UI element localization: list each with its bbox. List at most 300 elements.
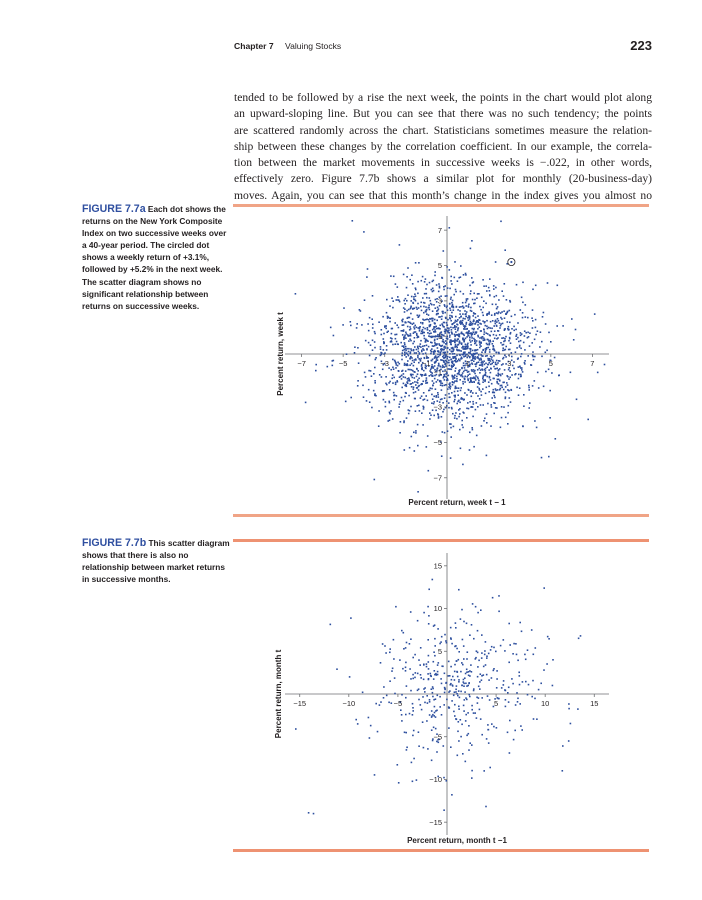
data-point — [480, 341, 482, 343]
data-point — [489, 351, 491, 353]
data-point — [368, 389, 370, 391]
data-point — [477, 666, 479, 668]
data-point — [488, 679, 490, 681]
data-point — [431, 388, 433, 390]
data-point — [441, 398, 443, 400]
data-point — [491, 331, 493, 333]
data-point — [413, 322, 415, 324]
data-point — [446, 266, 448, 268]
data-point — [447, 356, 449, 358]
data-point — [471, 370, 473, 372]
data-point — [441, 683, 443, 685]
data-point — [389, 381, 391, 383]
data-point — [487, 344, 489, 346]
data-point — [447, 338, 449, 340]
data-point — [533, 654, 535, 656]
data-point — [368, 717, 370, 719]
data-point — [401, 355, 403, 357]
data-point — [458, 651, 460, 653]
data-point — [487, 358, 489, 360]
data-point — [440, 678, 442, 680]
data-point — [439, 325, 441, 327]
data-point — [501, 406, 503, 408]
y-tick-label: 5 — [437, 646, 442, 656]
data-point — [475, 317, 477, 319]
data-point — [479, 319, 481, 321]
data-point — [450, 684, 452, 686]
data-point — [473, 446, 475, 448]
data-point — [481, 351, 483, 353]
data-point — [481, 679, 483, 681]
data-point — [475, 353, 477, 355]
data-point — [462, 372, 464, 374]
data-point — [390, 275, 392, 277]
data-point — [454, 415, 456, 417]
data-point — [448, 661, 450, 663]
data-point — [505, 349, 507, 351]
data-point — [498, 379, 500, 381]
data-point — [549, 390, 551, 392]
data-point — [420, 704, 422, 706]
data-point — [522, 302, 524, 304]
data-point — [570, 372, 572, 374]
data-point — [475, 658, 477, 660]
data-point — [492, 597, 494, 599]
data-point — [459, 350, 461, 352]
data-point — [417, 293, 419, 295]
data-point — [415, 359, 417, 361]
y-tick-label: 5 — [437, 261, 442, 271]
data-point — [418, 362, 420, 364]
data-point — [346, 353, 348, 355]
data-point — [504, 328, 506, 330]
data-point — [457, 350, 459, 352]
data-point — [399, 301, 401, 303]
data-point — [417, 673, 419, 675]
data-point — [450, 342, 452, 344]
data-point — [407, 267, 409, 269]
data-point — [385, 652, 387, 654]
data-point — [458, 706, 460, 708]
data-point — [432, 359, 434, 361]
data-point — [463, 333, 465, 335]
data-point — [536, 427, 538, 429]
data-point — [400, 401, 402, 403]
data-point — [528, 389, 530, 391]
data-point — [452, 376, 454, 378]
data-point — [442, 411, 444, 413]
data-point — [436, 358, 438, 360]
data-point — [447, 319, 449, 321]
data-point — [436, 310, 438, 312]
data-point — [532, 289, 534, 291]
data-point — [404, 352, 406, 354]
data-point — [431, 348, 433, 350]
data-point — [473, 381, 475, 383]
data-point — [445, 318, 447, 320]
data-point — [498, 360, 500, 362]
data-point — [482, 365, 484, 367]
data-point — [456, 355, 458, 357]
data-point — [454, 417, 456, 419]
data-point — [403, 300, 405, 302]
data-point — [459, 342, 461, 344]
data-point — [458, 327, 460, 329]
data-point — [431, 351, 433, 353]
data-point — [516, 692, 518, 694]
data-point — [435, 710, 437, 712]
figure-b-caption-text: This scatter diagram shows that there is also no relationship between market returns in successive months. — [82, 538, 230, 585]
data-point — [465, 313, 467, 315]
data-point — [481, 675, 483, 677]
data-point — [490, 379, 492, 381]
data-point — [415, 432, 417, 434]
data-point — [507, 412, 509, 414]
data-point — [420, 359, 422, 361]
data-point — [449, 357, 451, 359]
data-point — [393, 399, 395, 401]
data-point — [428, 314, 430, 316]
data-point — [433, 661, 435, 663]
data-point — [465, 316, 467, 318]
data-point — [442, 385, 444, 387]
data-point — [405, 647, 407, 649]
data-point — [515, 335, 517, 337]
data-point — [442, 383, 444, 385]
figure-b-top-rule — [233, 539, 649, 542]
data-point — [471, 277, 473, 279]
data-point — [469, 373, 471, 375]
data-point — [493, 668, 495, 670]
data-point — [499, 327, 501, 329]
data-point — [434, 357, 436, 359]
data-point — [477, 386, 479, 388]
data-point — [467, 374, 469, 376]
figure-a-scatter-chart — [233, 208, 649, 513]
data-point — [405, 370, 407, 372]
data-point — [433, 328, 435, 330]
data-point — [470, 341, 472, 343]
data-point — [479, 688, 481, 690]
data-point — [400, 342, 402, 344]
data-point — [432, 686, 434, 688]
data-point — [427, 329, 429, 331]
data-point — [441, 359, 443, 361]
data-point — [456, 403, 458, 405]
data-point — [463, 356, 465, 358]
data-point — [495, 651, 497, 653]
data-point — [465, 274, 467, 276]
data-point — [477, 702, 479, 704]
data-point — [435, 299, 437, 301]
data-point — [480, 369, 482, 371]
data-point — [413, 341, 415, 343]
data-point — [469, 348, 471, 350]
data-point — [456, 381, 458, 383]
data-point — [449, 368, 451, 370]
x-tick-label: 1 — [465, 358, 470, 368]
data-point — [480, 404, 482, 406]
x-tick-label: −3 — [380, 358, 389, 368]
data-point — [456, 671, 458, 673]
data-point — [410, 340, 412, 342]
data-point — [527, 317, 529, 319]
data-point — [444, 379, 446, 381]
data-point — [396, 334, 398, 336]
data-point — [522, 426, 524, 428]
data-point — [454, 327, 456, 329]
data-point — [385, 376, 387, 378]
data-point — [473, 403, 475, 405]
data-point — [496, 352, 498, 354]
data-point — [454, 391, 456, 393]
data-point — [428, 655, 430, 657]
data-point — [471, 333, 473, 335]
data-point — [449, 353, 451, 355]
data-point — [505, 392, 507, 394]
data-point — [397, 344, 399, 346]
data-point — [405, 350, 407, 352]
data-point — [487, 729, 489, 731]
data-point — [467, 343, 469, 345]
data-point — [485, 806, 487, 808]
data-point — [487, 695, 489, 697]
data-point — [428, 335, 430, 337]
data-point — [465, 714, 467, 716]
data-point — [484, 650, 486, 652]
data-point — [518, 374, 520, 376]
data-point — [437, 674, 439, 676]
data-point — [476, 402, 478, 404]
data-point — [495, 323, 497, 325]
data-point — [457, 319, 459, 321]
data-point — [459, 697, 461, 699]
data-point — [410, 406, 412, 408]
data-point — [369, 355, 371, 357]
data-point — [388, 316, 390, 318]
data-point — [424, 293, 426, 295]
data-point — [507, 311, 509, 313]
body-line: ship between these changes by the correlation coefficient. In our example, the correla- — [234, 139, 652, 153]
data-point — [443, 376, 445, 378]
figure-b-caption — [82, 537, 232, 585]
data-point — [470, 390, 472, 392]
data-point — [535, 327, 537, 329]
data-point — [466, 328, 468, 330]
data-point — [417, 281, 419, 283]
data-point — [355, 719, 357, 721]
data-point — [518, 366, 520, 368]
data-point — [372, 340, 374, 342]
data-point — [383, 349, 385, 351]
data-point — [518, 341, 520, 343]
data-point — [459, 374, 461, 376]
data-point — [401, 375, 403, 377]
data-point — [426, 284, 428, 286]
data-point — [523, 342, 525, 344]
data-point — [442, 431, 444, 433]
data-point — [496, 687, 498, 689]
data-point — [493, 285, 495, 287]
data-point — [455, 412, 457, 414]
data-point — [485, 641, 487, 643]
data-point — [449, 365, 451, 367]
data-point — [445, 360, 447, 362]
data-point — [418, 262, 420, 264]
data-point — [444, 285, 446, 287]
data-point — [456, 326, 458, 328]
data-point — [405, 670, 407, 672]
data-point — [447, 327, 449, 329]
data-point — [448, 407, 450, 409]
data-point — [412, 674, 414, 676]
data-point — [410, 306, 412, 308]
data-point — [438, 662, 440, 664]
data-point — [416, 337, 418, 339]
data-point — [496, 325, 498, 327]
data-point — [425, 278, 427, 280]
data-point — [401, 330, 403, 332]
x-tick-label: −1 — [421, 358, 431, 368]
data-point — [414, 346, 416, 348]
data-point — [465, 273, 467, 275]
data-point — [452, 676, 454, 678]
data-point — [409, 447, 411, 449]
data-point — [465, 302, 467, 304]
data-point — [412, 735, 414, 737]
data-point — [429, 333, 431, 335]
data-point — [498, 311, 500, 313]
data-point — [369, 317, 371, 319]
data-point — [449, 317, 451, 319]
data-point — [467, 378, 469, 380]
data-point — [511, 356, 513, 358]
data-point — [461, 609, 463, 611]
data-point — [483, 360, 485, 362]
data-point — [375, 703, 377, 705]
data-point — [517, 698, 519, 700]
data-point — [497, 337, 499, 339]
data-point — [422, 329, 424, 331]
data-point — [537, 330, 539, 332]
data-point — [454, 399, 456, 401]
data-point — [345, 401, 347, 403]
data-point — [394, 677, 396, 679]
data-point — [508, 701, 510, 703]
data-point — [398, 406, 400, 408]
data-point — [406, 348, 408, 350]
data-point — [432, 688, 434, 690]
data-point — [418, 389, 420, 391]
data-point — [439, 287, 441, 289]
data-point — [449, 288, 451, 290]
data-point — [521, 353, 523, 355]
data-point — [423, 306, 425, 308]
data-point — [516, 347, 518, 349]
data-point — [431, 289, 433, 291]
data-point — [465, 338, 467, 340]
data-point — [527, 332, 529, 334]
data-point — [434, 670, 436, 672]
data-point — [431, 688, 433, 690]
data-point — [354, 346, 356, 348]
data-point — [431, 364, 433, 366]
data-point — [459, 408, 461, 410]
data-point — [450, 627, 452, 629]
data-point — [451, 315, 453, 317]
data-point — [448, 402, 450, 404]
data-point — [444, 331, 446, 333]
data-point — [429, 370, 431, 372]
data-point — [460, 306, 462, 308]
data-point — [521, 367, 523, 369]
data-point — [430, 675, 432, 677]
data-point — [414, 328, 416, 330]
data-point — [500, 221, 502, 223]
data-point — [476, 297, 478, 299]
data-point — [458, 589, 460, 591]
data-point — [401, 370, 403, 372]
data-point — [432, 696, 434, 698]
data-point — [442, 402, 444, 404]
data-point — [455, 622, 457, 624]
data-point — [464, 310, 466, 312]
data-point — [408, 309, 410, 311]
data-point — [456, 418, 458, 420]
data-point — [476, 435, 478, 437]
data-point — [429, 330, 431, 332]
data-point — [403, 330, 405, 332]
data-point — [444, 432, 446, 434]
data-point — [500, 385, 502, 387]
data-point — [466, 417, 468, 419]
data-point — [483, 334, 485, 336]
data-point — [432, 385, 434, 387]
data-point — [462, 302, 464, 304]
data-point — [399, 244, 401, 246]
data-point — [423, 747, 425, 749]
data-point — [404, 322, 406, 324]
data-point — [491, 723, 493, 725]
data-point — [465, 673, 467, 675]
data-point — [519, 346, 521, 348]
data-point — [399, 403, 401, 405]
data-point — [453, 309, 455, 311]
data-point — [422, 322, 424, 324]
data-point — [479, 383, 481, 385]
data-point — [424, 338, 426, 340]
data-point — [510, 342, 512, 344]
data-point — [429, 714, 431, 716]
data-point — [450, 746, 452, 748]
data-point — [474, 341, 476, 343]
data-point — [508, 378, 510, 380]
data-point — [444, 673, 446, 675]
data-point — [450, 436, 452, 438]
data-point — [557, 285, 559, 287]
data-point — [401, 714, 403, 716]
y-tick-label: −15 — [429, 817, 442, 827]
data-point — [476, 344, 478, 346]
data-point — [443, 809, 445, 811]
data-point — [432, 320, 434, 322]
data-point — [517, 358, 519, 360]
data-point — [469, 356, 471, 358]
data-point — [504, 283, 506, 285]
data-point — [490, 327, 492, 329]
data-point — [356, 323, 358, 325]
data-point — [409, 322, 411, 324]
